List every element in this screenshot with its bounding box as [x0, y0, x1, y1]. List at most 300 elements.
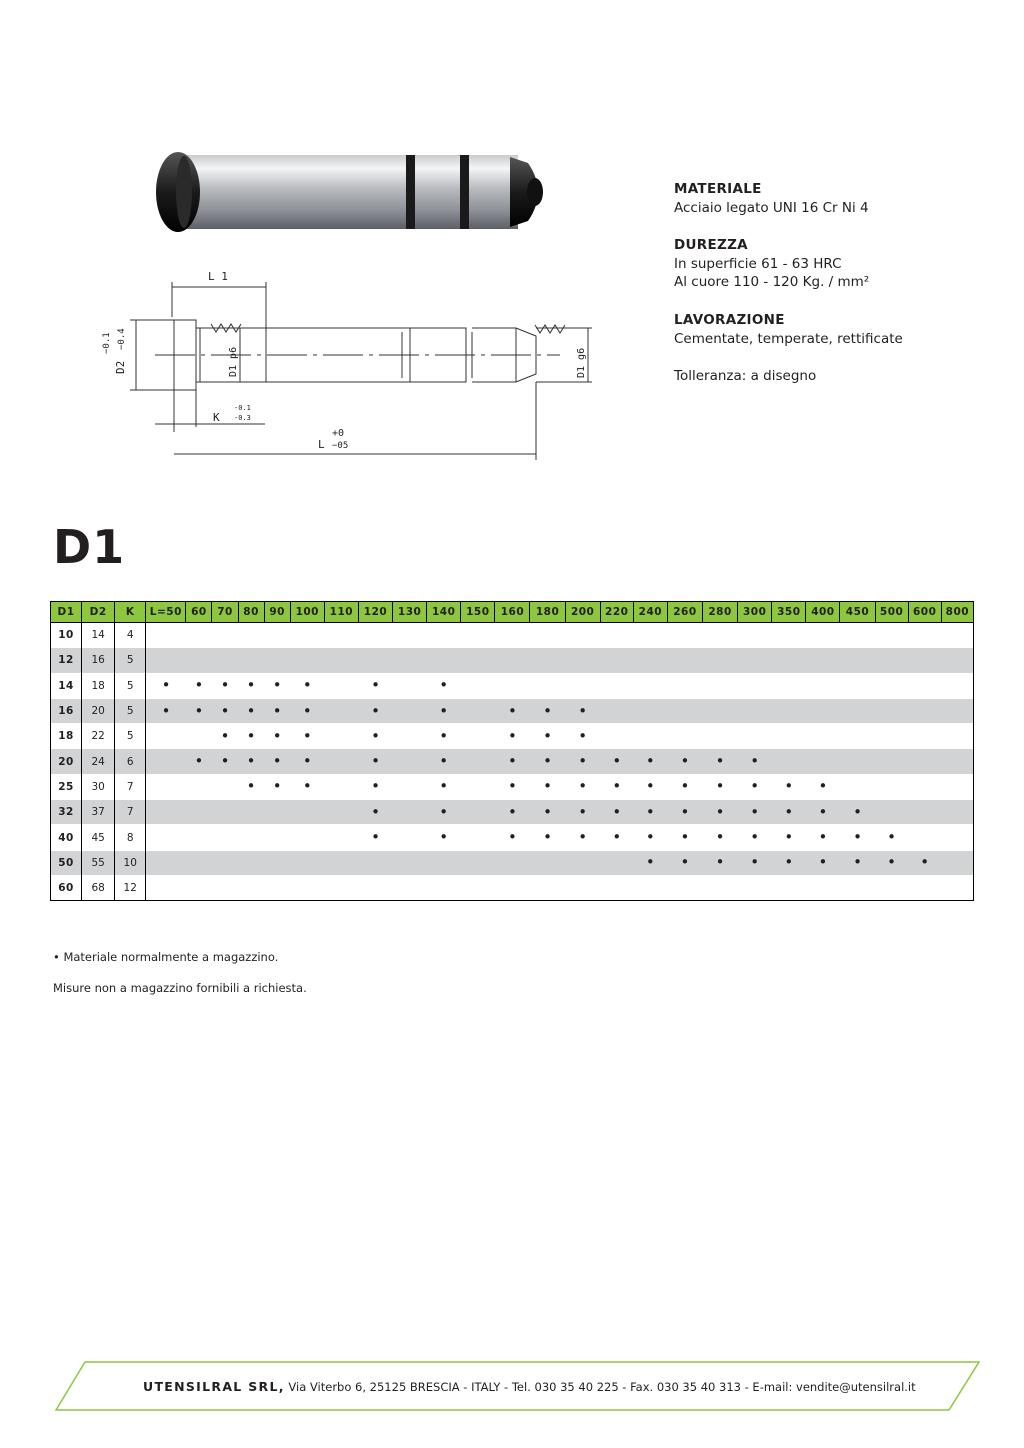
- cell-d1: 32: [51, 800, 82, 825]
- availability-cell: [212, 724, 238, 749]
- availability-cell: [667, 774, 702, 799]
- availability-cell: [324, 749, 358, 774]
- stock-dot: •: [853, 828, 862, 847]
- stock-dot: •: [194, 701, 204, 720]
- column-header: 160: [495, 602, 530, 623]
- availability-cell: [461, 774, 495, 799]
- availability-cell: [772, 673, 806, 698]
- availability-cell: [393, 825, 427, 850]
- availability-cell: [324, 800, 358, 825]
- availability-cell: [290, 648, 324, 673]
- availability-cell: [238, 774, 264, 799]
- availability-cell: [600, 673, 633, 698]
- availability-cell: [495, 850, 530, 875]
- availability-cell: [186, 648, 212, 673]
- availability-cell: [908, 724, 941, 749]
- availability-cell: [806, 623, 840, 648]
- cell-d2: 18: [82, 673, 115, 698]
- stock-dot: •: [920, 853, 930, 872]
- availability-cell: [290, 850, 324, 875]
- availability-cell: [840, 673, 875, 698]
- availability-cell: [212, 698, 238, 723]
- cell-d1: 10: [51, 623, 82, 648]
- availability-cell: [772, 875, 806, 900]
- stock-dot: •: [439, 777, 449, 796]
- stock-dot: •: [246, 726, 256, 745]
- availability-cell: [530, 875, 565, 900]
- label-k: K: [213, 411, 220, 424]
- availability-cell: [264, 875, 290, 900]
- stock-dot: •: [715, 853, 725, 872]
- stock-dot: •: [302, 676, 312, 695]
- stock-dot: •: [161, 676, 171, 695]
- availability-cell: [600, 724, 633, 749]
- availability-cell: [212, 623, 238, 648]
- availability-cell: [212, 648, 238, 673]
- stock-dot: •: [887, 853, 897, 872]
- column-header: 150: [461, 602, 495, 623]
- stock-dot: •: [272, 752, 282, 771]
- availability-cell: [565, 623, 600, 648]
- spec-line: Al cuore 110 - 120 Kg. / mm²: [674, 274, 870, 290]
- column-header: 140: [427, 602, 461, 623]
- stock-dot: •: [246, 676, 256, 695]
- availability-cell: [600, 825, 633, 850]
- availability-cell: [565, 749, 600, 774]
- legend-note: • Materiale normalmente a magazzino.: [53, 950, 279, 964]
- stock-dot: •: [680, 802, 690, 821]
- column-header: 800: [941, 602, 973, 623]
- column-header: K: [115, 602, 146, 623]
- stock-dot: •: [246, 777, 256, 796]
- availability-cell: [393, 800, 427, 825]
- availability-cell: [212, 774, 238, 799]
- availability-cell: [875, 875, 908, 900]
- stock-dot: •: [715, 752, 725, 771]
- stock-dot: •: [439, 802, 449, 821]
- footer-contact: [143, 1379, 916, 1394]
- stock-dot: •: [578, 752, 588, 771]
- stock-dot: •: [750, 802, 760, 821]
- availability-cell: [495, 749, 530, 774]
- availability-cell: [738, 623, 772, 648]
- availability-cell: [358, 698, 392, 723]
- label-d1-right: D1 g6: [576, 347, 587, 378]
- stock-dot: •: [439, 726, 449, 745]
- availability-cell: [264, 724, 290, 749]
- table-row: [51, 623, 974, 648]
- availability-cell: [495, 673, 530, 698]
- table-row: [51, 800, 974, 825]
- availability-cell: [427, 825, 461, 850]
- stock-dot: •: [853, 853, 862, 872]
- stock-dot: •: [302, 726, 312, 745]
- availability-cell: [667, 648, 702, 673]
- stock-dot: •: [612, 802, 622, 821]
- availability-cell: [495, 623, 530, 648]
- availability-cell: [290, 623, 324, 648]
- availability-cell: [324, 774, 358, 799]
- stock-dot: •: [371, 802, 380, 821]
- stock-dot: •: [818, 802, 828, 821]
- availability-cell: [530, 724, 565, 749]
- availability-cell: [146, 698, 186, 723]
- availability-cell: [146, 875, 186, 900]
- availability-cell: [290, 673, 324, 698]
- cell-k: 7: [115, 774, 146, 799]
- column-header: 110: [324, 602, 358, 623]
- availability-cell: [495, 875, 530, 900]
- availability-cell: [840, 623, 875, 648]
- spec-line: Acciaio legato UNI 16 Cr Ni 4: [674, 199, 869, 216]
- availability-cell: [238, 724, 264, 749]
- availability-cell: [600, 749, 633, 774]
- availability-cell: [324, 825, 358, 850]
- cell-d1: 60: [51, 875, 82, 900]
- availability-cell: [633, 800, 667, 825]
- availability-cell: [875, 724, 908, 749]
- column-header: 450: [840, 602, 875, 623]
- availability-cell: [290, 749, 324, 774]
- availability-cell: [941, 698, 973, 723]
- column-header: 260: [667, 602, 702, 623]
- availability-cell: [186, 850, 212, 875]
- column-header: D1: [51, 602, 82, 623]
- availability-cell: [427, 749, 461, 774]
- availability-cell: [461, 875, 495, 900]
- stock-dot: •: [194, 676, 204, 695]
- availability-cell: [461, 648, 495, 673]
- availability-cell: [358, 724, 392, 749]
- availability-cell: [840, 724, 875, 749]
- availability-cell: [667, 673, 702, 698]
- stock-dot: •: [508, 777, 517, 796]
- availability-cell: [358, 673, 392, 698]
- cell-d1: 18: [51, 724, 82, 749]
- availability-cell: [393, 673, 427, 698]
- availability-cell: [806, 724, 840, 749]
- availability-cell: [633, 749, 667, 774]
- availability-cell: [703, 698, 738, 723]
- availability-cell: [358, 774, 392, 799]
- column-header: 120: [358, 602, 392, 623]
- availability-cell: [495, 724, 530, 749]
- availability-cell: [840, 825, 875, 850]
- availability-cell: [772, 825, 806, 850]
- column-header: 130: [393, 602, 427, 623]
- availability-cell: [840, 698, 875, 723]
- availability-cell: [290, 698, 324, 723]
- cell-k: 10: [115, 850, 146, 875]
- cell-d1: 12: [51, 648, 82, 673]
- cell-d2: 20: [82, 698, 115, 723]
- footer-details: Via Viterbo 6, 25125 BRESCIA - ITALY - Tel. 030 35 40 225 - Fax. 030 35 40 313 - E-mail: vendite@utensilral.it: [288, 1380, 916, 1394]
- availability-cell: [738, 875, 772, 900]
- availability-cell: [738, 800, 772, 825]
- label-k-tol-lower: -0.3: [234, 414, 251, 422]
- availability-cell: [393, 648, 427, 673]
- availability-cell: [772, 749, 806, 774]
- availability-cell: [393, 724, 427, 749]
- stock-dot: •: [645, 777, 655, 796]
- spec-line: In superficie 61 - 63 HRC: [674, 255, 842, 272]
- table-row: [51, 875, 974, 900]
- availability-cell: [772, 698, 806, 723]
- stock-dot: •: [439, 676, 449, 695]
- label-k-tol-upper: -0.1: [234, 404, 251, 412]
- availability-cell: [290, 875, 324, 900]
- availability-cell: [667, 800, 702, 825]
- availability-cell: [941, 774, 973, 799]
- stock-dot: •: [508, 726, 517, 745]
- availability-cell: [806, 673, 840, 698]
- column-header: 280: [703, 602, 738, 623]
- availability-cell: [941, 673, 973, 698]
- availability-cell: [358, 800, 392, 825]
- availability-cell: [530, 648, 565, 673]
- footer-company: UTENSILRAL SRL,: [143, 1379, 285, 1394]
- stock-dot: •: [246, 701, 256, 720]
- availability-cell: [146, 749, 186, 774]
- availability-cell: [941, 850, 973, 875]
- availability-cell: [565, 850, 600, 875]
- column-header: 80: [238, 602, 264, 623]
- cell-d1: 14: [51, 673, 82, 698]
- availability-cell: [772, 850, 806, 875]
- availability-cell: [941, 749, 973, 774]
- availability-cell: [495, 774, 530, 799]
- spec-heading: DUREZZA: [674, 237, 748, 253]
- availability-cell: [806, 698, 840, 723]
- availability-cell: [875, 749, 908, 774]
- table-row: [51, 724, 974, 749]
- table-header-row: [51, 602, 974, 623]
- availability-cell: [806, 850, 840, 875]
- availability-cell: [530, 623, 565, 648]
- availability-cell: [186, 673, 212, 698]
- availability-cell: [908, 875, 941, 900]
- availability-cell: [186, 724, 212, 749]
- label-d2-tol-upper: −0.1: [102, 332, 112, 354]
- cell-k: 5: [115, 724, 146, 749]
- availability-cell: [703, 749, 738, 774]
- availability-cell: [186, 698, 212, 723]
- availability-cell: [703, 825, 738, 850]
- availability-cell: [600, 648, 633, 673]
- availability-cell: [875, 850, 908, 875]
- availability-cell: [600, 774, 633, 799]
- availability-cell: [146, 825, 186, 850]
- availability-cell: [565, 825, 600, 850]
- stock-dot: •: [220, 676, 230, 695]
- availability-cell: [461, 673, 495, 698]
- availability-cell: [840, 850, 875, 875]
- stock-dot: •: [715, 777, 725, 796]
- stock-dot: •: [818, 777, 828, 796]
- cell-d2: 24: [82, 749, 115, 774]
- availability-cell: [941, 875, 973, 900]
- table-row: [51, 749, 974, 774]
- cell-d1: 40: [51, 825, 82, 850]
- availability-cell: [186, 623, 212, 648]
- availability-cell: [186, 800, 212, 825]
- availability-cell: [633, 623, 667, 648]
- availability-cell: [427, 800, 461, 825]
- stock-dot: •: [784, 853, 794, 872]
- availability-cell: [806, 800, 840, 825]
- stock-dot: •: [371, 701, 380, 720]
- stock-dot: •: [715, 828, 725, 847]
- availability-cell: [530, 698, 565, 723]
- availability-cell: [495, 825, 530, 850]
- availability-cell: [703, 673, 738, 698]
- spec-durezza: [674, 236, 869, 292]
- availability-cell: [840, 875, 875, 900]
- availability-cell: [772, 800, 806, 825]
- stock-dot: •: [680, 777, 690, 796]
- stock-dot: •: [853, 802, 862, 821]
- availability-cell: [633, 850, 667, 875]
- availability-cell: [738, 724, 772, 749]
- availability-cell: [703, 774, 738, 799]
- spec-heading: MATERIALE: [674, 181, 762, 197]
- label-l1: L 1: [208, 270, 228, 283]
- availability-cell: [875, 698, 908, 723]
- stock-dot: •: [161, 701, 171, 720]
- availability-cell: [530, 673, 565, 698]
- availability-cell: [238, 673, 264, 698]
- availability-cell: [633, 875, 667, 900]
- availability-cell: [600, 623, 633, 648]
- availability-cell: [427, 875, 461, 900]
- availability-cell: [146, 673, 186, 698]
- availability-cell: [461, 724, 495, 749]
- availability-cell: [908, 749, 941, 774]
- availability-cell: [667, 850, 702, 875]
- stock-dot: •: [750, 752, 760, 771]
- availability-cell: [186, 875, 212, 900]
- stock-dot: •: [371, 777, 380, 796]
- stock-dot: •: [272, 726, 282, 745]
- stock-dot: •: [645, 828, 655, 847]
- availability-cell: [358, 875, 392, 900]
- cell-d1: 16: [51, 698, 82, 723]
- cell-k: 8: [115, 825, 146, 850]
- availability-cell: [186, 749, 212, 774]
- cell-k: 6: [115, 749, 146, 774]
- availability-cell: [393, 623, 427, 648]
- availability-cell: [238, 648, 264, 673]
- availability-cell: [264, 623, 290, 648]
- availability-cell: [393, 850, 427, 875]
- column-header: 400: [806, 602, 840, 623]
- availability-cell: [290, 774, 324, 799]
- stock-dot: •: [371, 828, 380, 847]
- availability-cell: [290, 724, 324, 749]
- stock-dot: •: [302, 701, 312, 720]
- table-row: [51, 648, 974, 673]
- availability-cell: [358, 648, 392, 673]
- availability-cell: [667, 724, 702, 749]
- cell-d2: 22: [82, 724, 115, 749]
- availability-cell: [600, 800, 633, 825]
- availability-cell: [941, 825, 973, 850]
- column-header: 90: [264, 602, 290, 623]
- availability-cell: [703, 724, 738, 749]
- spec-heading: LAVORAZIONE: [674, 312, 785, 328]
- stock-dot: •: [784, 828, 794, 847]
- stock-dot: •: [220, 752, 230, 771]
- availability-cell: [908, 648, 941, 673]
- column-header: 100: [290, 602, 324, 623]
- availability-cell: [806, 825, 840, 850]
- availability-cell: [772, 623, 806, 648]
- availability-cell: [264, 698, 290, 723]
- cell-k: 5: [115, 648, 146, 673]
- availability-cell: [941, 648, 973, 673]
- cell-d2: 30: [82, 774, 115, 799]
- availability-cell: [703, 623, 738, 648]
- stock-dot: •: [543, 828, 552, 847]
- cell-d2: 37: [82, 800, 115, 825]
- column-header: L=50: [146, 602, 186, 623]
- stock-dot: •: [371, 726, 380, 745]
- stock-dot: •: [578, 777, 588, 796]
- stock-dot: •: [508, 802, 517, 821]
- availability-cell: [186, 774, 212, 799]
- stock-dot: •: [302, 752, 312, 771]
- availability-cell: [264, 825, 290, 850]
- availability-cell: [600, 698, 633, 723]
- stock-dot: •: [246, 752, 256, 771]
- product-photo: [150, 145, 550, 240]
- availability-cell: [264, 850, 290, 875]
- table-row: [51, 825, 974, 850]
- availability-cell: [738, 774, 772, 799]
- availability-cell: [667, 825, 702, 850]
- availability-cell: [565, 698, 600, 723]
- availability-cell: [530, 850, 565, 875]
- stock-dot: •: [439, 701, 449, 720]
- stock-dot: •: [818, 828, 828, 847]
- availability-cell: [427, 623, 461, 648]
- column-header: 200: [565, 602, 600, 623]
- availability-cell: [495, 648, 530, 673]
- availability-cell: [238, 850, 264, 875]
- label-l-tol-upper: +0: [332, 428, 345, 439]
- availability-cell: [875, 825, 908, 850]
- availability-cell: [908, 774, 941, 799]
- availability-cell: [238, 825, 264, 850]
- stock-dot: •: [680, 752, 690, 771]
- cell-d2: 16: [82, 648, 115, 673]
- availability-cell: [875, 623, 908, 648]
- spec-materiale: [674, 180, 869, 217]
- availability-cell: [703, 850, 738, 875]
- availability-cell: [427, 774, 461, 799]
- cell-k: 4: [115, 623, 146, 648]
- availability-cell: [806, 648, 840, 673]
- availability-cell: [565, 648, 600, 673]
- availability-cell: [667, 749, 702, 774]
- column-header: 500: [875, 602, 908, 623]
- availability-cell: [146, 850, 186, 875]
- stock-dot: •: [818, 853, 828, 872]
- availability-cell: [212, 673, 238, 698]
- cell-d1: 20: [51, 749, 82, 774]
- availability-cell: [667, 698, 702, 723]
- availability-cell: [461, 749, 495, 774]
